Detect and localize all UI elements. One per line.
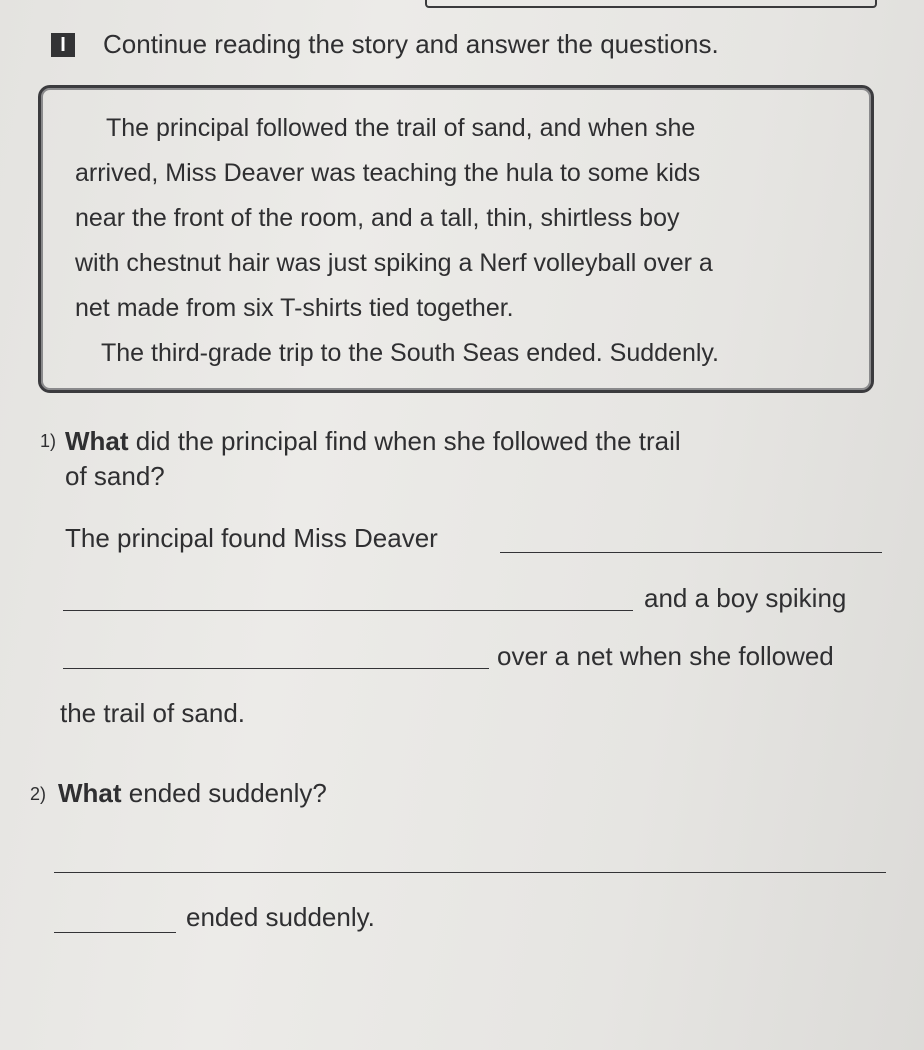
answer-text: the trail of sand. xyxy=(60,698,245,728)
story-line: net made from six T-shirts tied together. xyxy=(75,294,514,322)
answer-blank[interactable] xyxy=(63,668,489,669)
story-line: near the front of the room, and a tall, thin, shirtless boy xyxy=(75,204,680,232)
instruction-heading: Continue reading the story and answer the questions. xyxy=(103,29,719,59)
question-text-rest: did the principal find when she followed the trail xyxy=(128,426,681,456)
answer-text: The principal found Miss Deaver xyxy=(65,523,438,553)
answer-blank[interactable] xyxy=(63,610,633,611)
question-keyword: What xyxy=(58,778,122,808)
section-badge: I xyxy=(51,33,75,57)
question-number: 2) xyxy=(30,784,47,804)
top-frame-decoration xyxy=(425,0,877,8)
story-line: arrived, Miss Deaver was teaching the hula to some kids xyxy=(75,159,701,187)
story-line: The principal followed the trail of sand, and when she xyxy=(106,114,696,142)
answer-text: over a net when she followed xyxy=(497,641,834,671)
answer-blank[interactable] xyxy=(54,932,176,933)
question-text-rest: ended suddenly? xyxy=(121,778,327,808)
story-line: The third-grade trip to the South Seas ended. Suddenly. xyxy=(101,339,719,367)
answer-text: ended suddenly. xyxy=(186,902,375,932)
question-text xyxy=(58,777,327,809)
answer-blank[interactable] xyxy=(54,872,886,873)
question-text-line2: of sand? xyxy=(65,461,165,491)
answer-blank[interactable] xyxy=(500,552,882,553)
question-keyword: What xyxy=(65,426,129,456)
story-line: with chestnut hair was just spiking a Nerf volleyball over a xyxy=(75,249,713,277)
answer-text: and a boy spiking xyxy=(644,583,847,613)
question-number: 1) xyxy=(40,431,57,451)
question-text xyxy=(65,425,681,457)
